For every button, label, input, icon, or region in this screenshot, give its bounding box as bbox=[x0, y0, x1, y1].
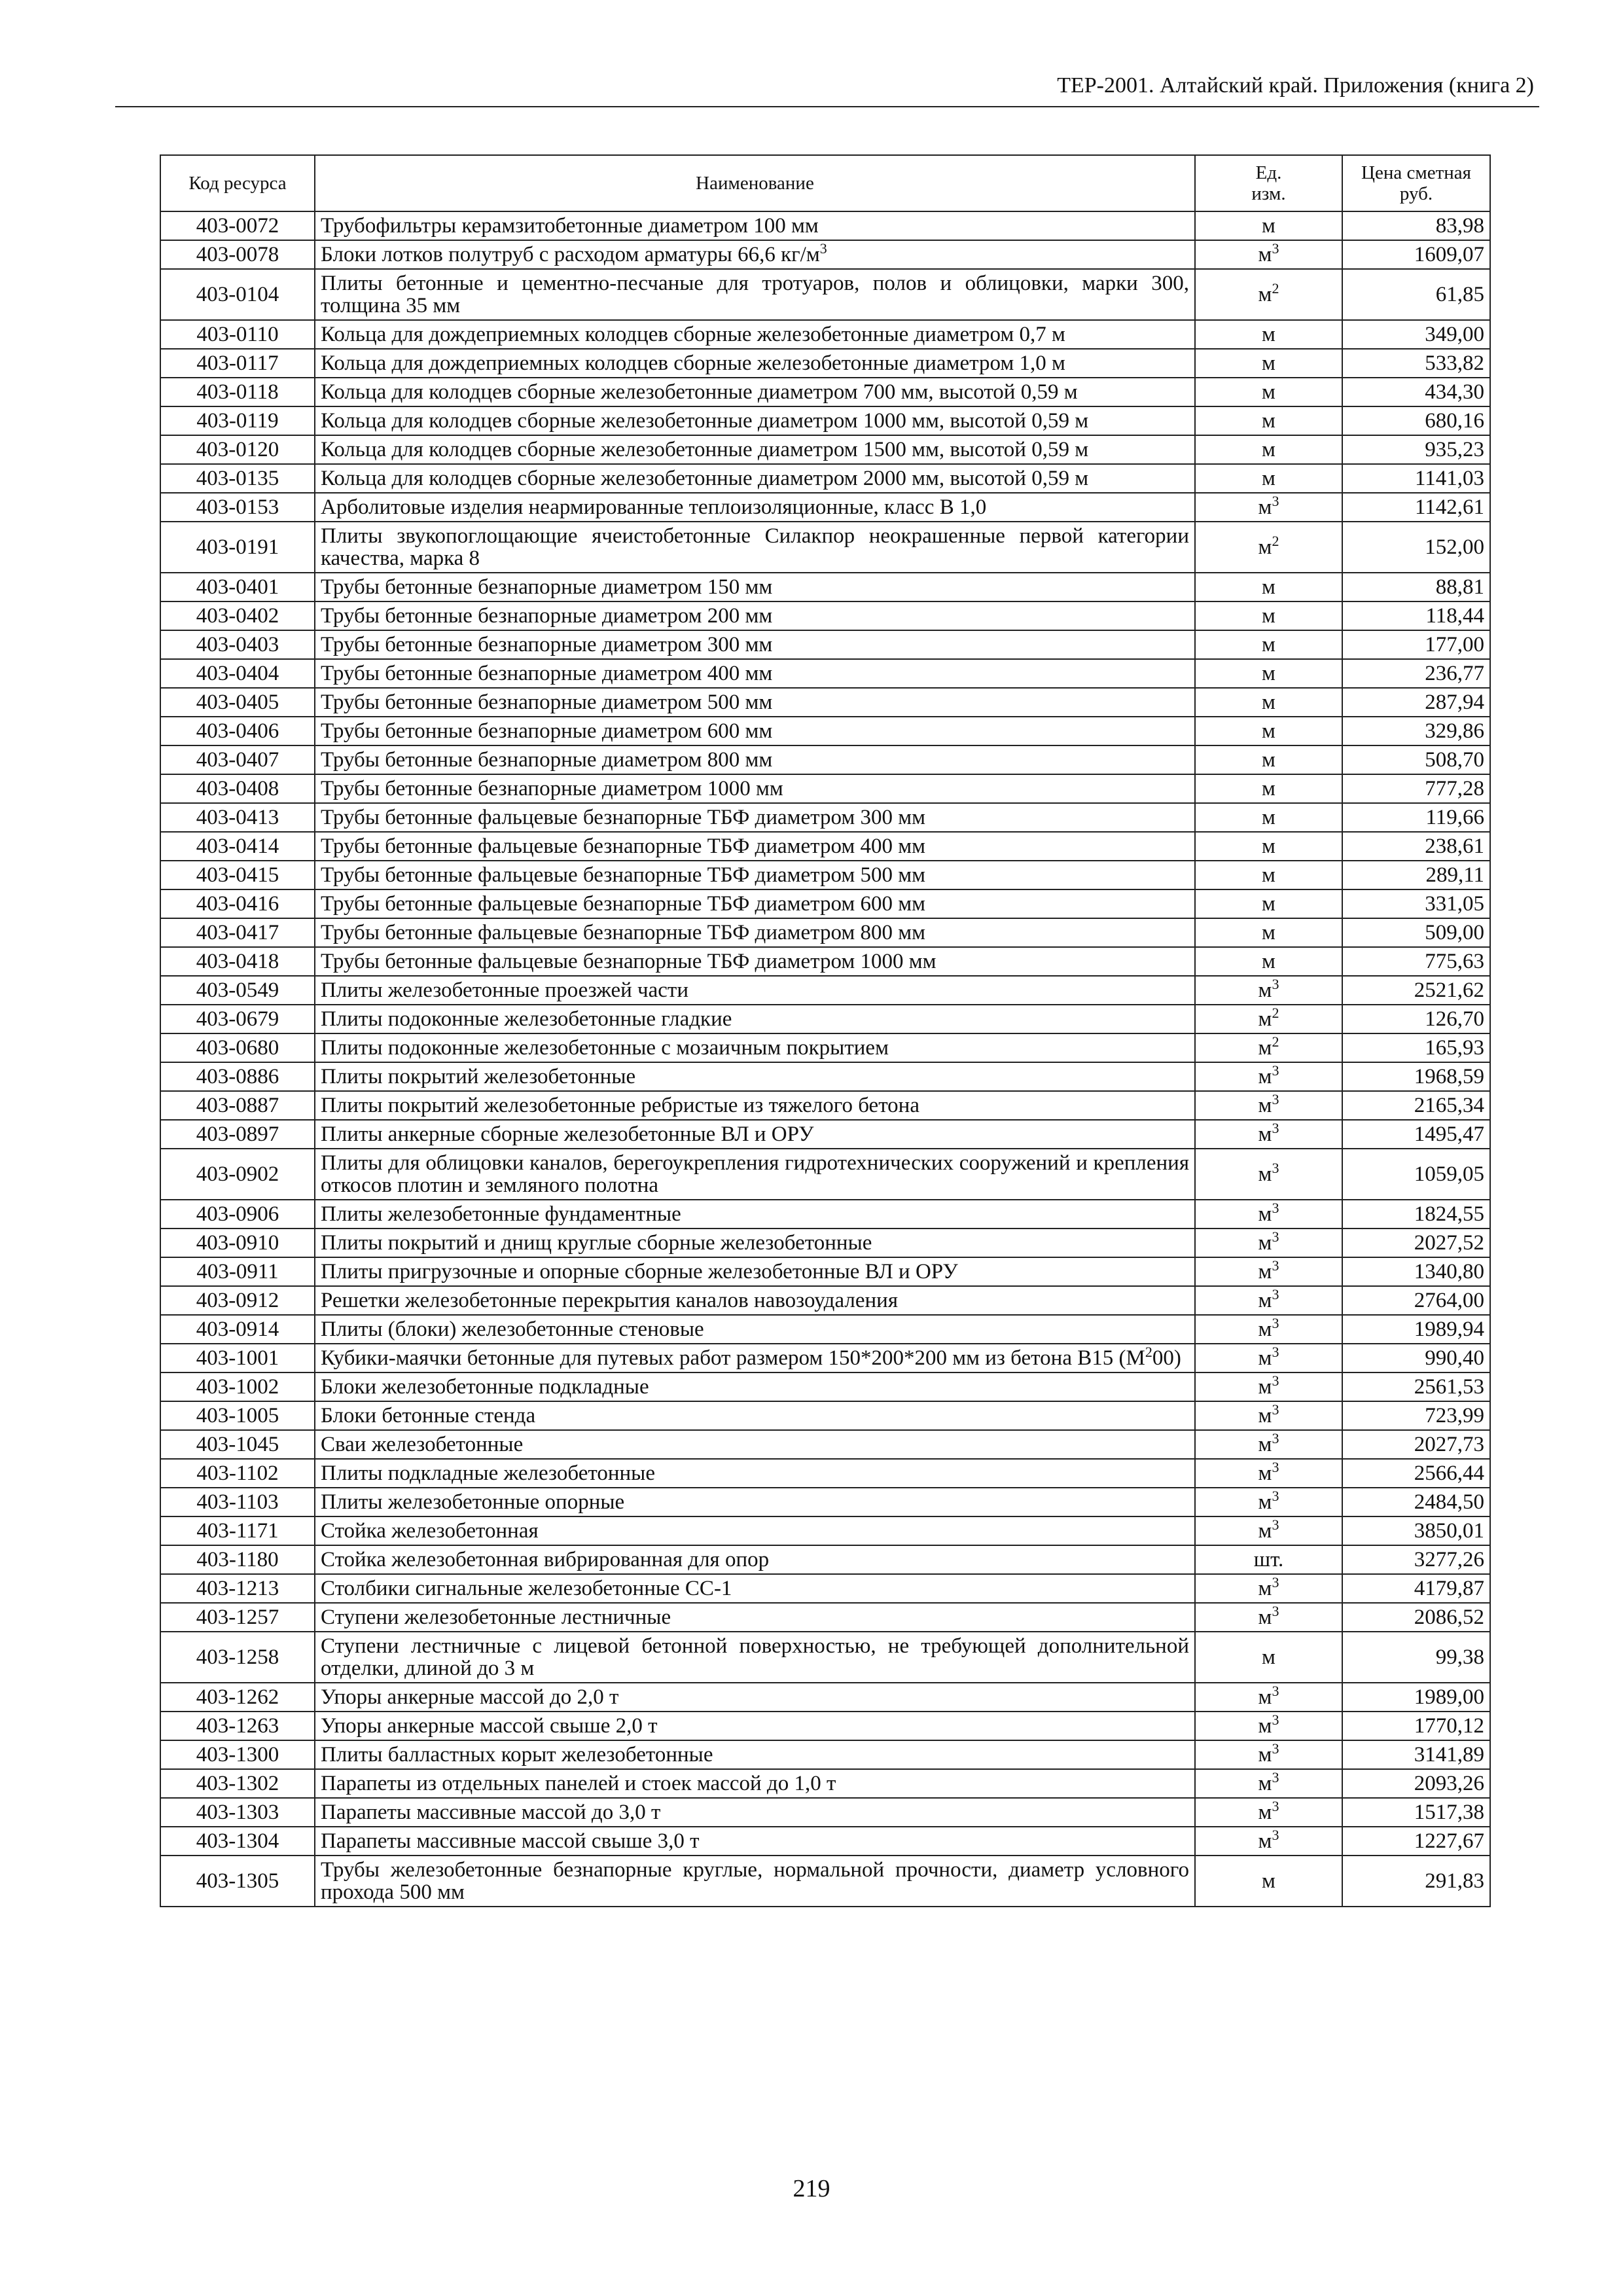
resource-code-cell: 403-1005 bbox=[160, 1401, 315, 1430]
price-cell: 1609,07 bbox=[1342, 240, 1490, 269]
table-row bbox=[160, 659, 1490, 688]
header-title: ТЕР-2001. Алтайский край. Приложения (книга 2) bbox=[1057, 73, 1534, 98]
unit-cell: $м^3$ bbox=[1195, 240, 1342, 269]
unit-cell: $м^3$ bbox=[1195, 1516, 1342, 1545]
page-number: 219 bbox=[793, 2175, 830, 2202]
table-row bbox=[160, 889, 1490, 918]
resource-name-cell: Плиты балластных корыт железобетонные bbox=[315, 1740, 1195, 1769]
price-cell: 508,70 bbox=[1342, 745, 1490, 774]
resource-code-cell: 403-1002 bbox=[160, 1372, 315, 1401]
resource-name-cell: Плиты пригрузочные и опорные сборные железобетонные ВЛ и ОРУ bbox=[315, 1257, 1195, 1286]
resource-name-cell: Плиты (блоки) железобетонные стеновые bbox=[315, 1315, 1195, 1344]
price-cell: 2165,34 bbox=[1342, 1091, 1490, 1120]
unit-cell: м bbox=[1195, 832, 1342, 861]
unit-cell: $м^3$ bbox=[1195, 976, 1342, 1005]
resource-code-cell: 403-0549 bbox=[160, 976, 315, 1005]
unit-cell: $м^3$ bbox=[1195, 493, 1342, 522]
table-row bbox=[160, 435, 1490, 464]
unit-cell: м bbox=[1195, 947, 1342, 976]
resource-code-cell: 403-0402 bbox=[160, 601, 315, 630]
price-cell: 4179,87 bbox=[1342, 1574, 1490, 1603]
unit-cell: $м^3$ bbox=[1195, 1574, 1342, 1603]
table-row bbox=[160, 976, 1490, 1005]
unit-cell: м bbox=[1195, 803, 1342, 832]
price-cell: 287,94 bbox=[1342, 688, 1490, 717]
price-cell: 2484,50 bbox=[1342, 1488, 1490, 1516]
table-row bbox=[160, 1372, 1490, 1401]
resource-code-cell: 403-0407 bbox=[160, 745, 315, 774]
unit-cell: $м^2$ bbox=[1195, 1005, 1342, 1033]
price-cell: 331,05 bbox=[1342, 889, 1490, 918]
unit-cell: $м^3$ bbox=[1195, 1769, 1342, 1798]
unit-cell: $м^3$ bbox=[1195, 1798, 1342, 1827]
unit-cell: м bbox=[1195, 320, 1342, 349]
unit-cell: шт. bbox=[1195, 1545, 1342, 1574]
resource-name-cell: Трубы бетонные фальцевые безнапорные ТБФ диаметром 500 мм bbox=[315, 861, 1195, 889]
table-row bbox=[160, 1200, 1490, 1229]
resource-name-cell: Плиты анкерные сборные железобетонные ВЛ и ОРУ bbox=[315, 1120, 1195, 1149]
price-cell: 3850,01 bbox=[1342, 1516, 1490, 1545]
resource-name-cell: Плиты железобетонные опорные bbox=[315, 1488, 1195, 1516]
resource-name-cell: Парапеты массивные массой до 3,0 т bbox=[315, 1798, 1195, 1827]
unit-cell: $м^3$ bbox=[1195, 1200, 1342, 1229]
unit-cell: $м^3$ bbox=[1195, 1401, 1342, 1430]
price-cell: 1968,59 bbox=[1342, 1062, 1490, 1091]
price-cell: 61,85 bbox=[1342, 269, 1490, 320]
resource-code-cell: 403-1171 bbox=[160, 1516, 315, 1545]
resource-code-cell: 403-0912 bbox=[160, 1286, 315, 1315]
resource-name-cell: Трубы бетонные фальцевые безнапорные ТБФ диаметром 300 мм bbox=[315, 803, 1195, 832]
resource-code-cell: 403-0414 bbox=[160, 832, 315, 861]
resource-name-cell: Ступени железобетонные лестничные bbox=[315, 1603, 1195, 1632]
price-cell: 2561,53 bbox=[1342, 1372, 1490, 1401]
price-cell: 1770,12 bbox=[1342, 1712, 1490, 1740]
price-cell: 1824,55 bbox=[1342, 1200, 1490, 1229]
resource-name-cell: Плиты покрытий и днищ круглые сборные железобетонные bbox=[315, 1229, 1195, 1257]
column-header-code: Код ресурса bbox=[160, 155, 315, 211]
resource-code-cell: 403-0415 bbox=[160, 861, 315, 889]
unit-cell: м bbox=[1195, 717, 1342, 745]
unit-cell: $м^3$ bbox=[1195, 1712, 1342, 1740]
resource-name-cell: Стойка железобетонная вибрированная для опор bbox=[315, 1545, 1195, 1574]
table-row bbox=[160, 406, 1490, 435]
resource-name-cell: Трубы бетонные безнапорные диаметром 150 мм bbox=[315, 573, 1195, 601]
price-cell: 509,00 bbox=[1342, 918, 1490, 947]
resource-name-cell: Сваи железобетонные bbox=[315, 1430, 1195, 1459]
resource-name-cell: Плиты звукопоглощающие ячеистобетонные Силакпор неокрашенные первой категории качества, марка 8 bbox=[315, 522, 1195, 573]
table-row bbox=[160, 803, 1490, 832]
unit-cell: м bbox=[1195, 774, 1342, 803]
table-row bbox=[160, 1315, 1490, 1344]
resource-code-cell: 403-0408 bbox=[160, 774, 315, 803]
unit-cell: $м^3$ bbox=[1195, 1683, 1342, 1712]
resource-code-cell: 403-0902 bbox=[160, 1149, 315, 1200]
table-row bbox=[160, 861, 1490, 889]
table-row bbox=[160, 1574, 1490, 1603]
table-row bbox=[160, 1459, 1490, 1488]
table-row bbox=[160, 1683, 1490, 1712]
resource-code-cell: 403-0897 bbox=[160, 1120, 315, 1149]
price-cell: 2086,52 bbox=[1342, 1603, 1490, 1632]
resource-name-cell: Ступени лестничные с лицевой бетонной поверхностью, не требующей дополнительной отделки, длиной до 3 м bbox=[315, 1632, 1195, 1683]
table-row bbox=[160, 601, 1490, 630]
table-row bbox=[160, 1229, 1490, 1257]
unit-cell: м bbox=[1195, 918, 1342, 947]
price-cell: 177,00 bbox=[1342, 630, 1490, 659]
unit-cell: м bbox=[1195, 659, 1342, 688]
table-row bbox=[160, 832, 1490, 861]
price-cell: 2093,26 bbox=[1342, 1769, 1490, 1798]
unit-cell: $м^2$ bbox=[1195, 522, 1342, 573]
resource-name-cell: Плиты железобетонные проезжей части bbox=[315, 976, 1195, 1005]
resource-code-cell: 403-1103 bbox=[160, 1488, 315, 1516]
resource-code-cell: 403-0153 bbox=[160, 493, 315, 522]
unit-cell: $м^3$ bbox=[1195, 1344, 1342, 1372]
table-row bbox=[160, 1769, 1490, 1798]
resource-name-cell: Кольца для колодцев сборные железобетонные диаметром 700 мм, высотой 0,59 м bbox=[315, 378, 1195, 406]
table-row bbox=[160, 1033, 1490, 1062]
table-row bbox=[160, 269, 1490, 320]
resource-code-cell: 403-0135 bbox=[160, 464, 315, 493]
resource-code-cell: 403-1001 bbox=[160, 1344, 315, 1372]
resource-code-cell: 403-0110 bbox=[160, 320, 315, 349]
resource-name-cell: Плиты подкладные железобетонные bbox=[315, 1459, 1195, 1488]
price-cell: 680,16 bbox=[1342, 406, 1490, 435]
price-cell: 533,82 bbox=[1342, 349, 1490, 378]
unit-cell: м bbox=[1195, 406, 1342, 435]
unit-cell: м bbox=[1195, 601, 1342, 630]
resource-code-cell: 403-1303 bbox=[160, 1798, 315, 1827]
price-cell: 236,77 bbox=[1342, 659, 1490, 688]
resource-name-cell: Блоки железобетонные подкладные bbox=[315, 1372, 1195, 1401]
resource-name-cell: Плиты подоконные железобетонные гладкие bbox=[315, 1005, 1195, 1033]
price-cell: 238,61 bbox=[1342, 832, 1490, 861]
unit-cell: $м^3$ bbox=[1195, 1740, 1342, 1769]
resource-name-cell: Кольца для колодцев сборные железобетонные диаметром 2000 мм, высотой 0,59 м bbox=[315, 464, 1195, 493]
resource-name-cell: Блоки лотков полутруб с расходом арматуры 66,6 $кг/м^3$ bbox=[315, 240, 1195, 269]
table-row bbox=[160, 1740, 1490, 1769]
resource-name-cell: Трубы бетонные фальцевые безнапорные ТБФ диаметром 800 мм bbox=[315, 918, 1195, 947]
resource-code-cell: 403-0679 bbox=[160, 1005, 315, 1033]
resource-code-cell: 403-0906 bbox=[160, 1200, 315, 1229]
table-row bbox=[160, 1344, 1490, 1372]
unit-cell: м bbox=[1195, 1632, 1342, 1683]
table-row bbox=[160, 1257, 1490, 1286]
resource-name-cell: Трубы бетонные безнапорные диаметром 600 мм bbox=[315, 717, 1195, 745]
table-row bbox=[160, 1827, 1490, 1856]
table-row bbox=[160, 1149, 1490, 1200]
price-cell: 1495,47 bbox=[1342, 1120, 1490, 1149]
table-row bbox=[160, 1091, 1490, 1120]
table-row bbox=[160, 211, 1490, 240]
table-row bbox=[160, 1401, 1490, 1430]
unit-cell: $м^2$ bbox=[1195, 269, 1342, 320]
price-cell: 3277,26 bbox=[1342, 1545, 1490, 1574]
unit-cell: $м^3$ bbox=[1195, 1120, 1342, 1149]
resource-code-cell: 403-1302 bbox=[160, 1769, 315, 1798]
unit-cell: м bbox=[1195, 630, 1342, 659]
resource-name-cell: Плиты бетонные и цементно-песчаные для тротуаров, полов и облицовки, марки 300, толщина 35 мм bbox=[315, 269, 1195, 320]
resource-code-cell: 403-1102 bbox=[160, 1459, 315, 1488]
price-cell: 2764,00 bbox=[1342, 1286, 1490, 1315]
resource-name-cell: Парапеты массивные массой свыше 3,0 т bbox=[315, 1827, 1195, 1856]
price-cell: 152,00 bbox=[1342, 522, 1490, 573]
price-cell: 990,40 bbox=[1342, 1344, 1490, 1372]
unit-cell: м bbox=[1195, 889, 1342, 918]
resource-name-cell: Плиты покрытий железобетонные bbox=[315, 1062, 1195, 1091]
resource-code-cell: 403-1045 bbox=[160, 1430, 315, 1459]
resource-name-cell: Трубы бетонные фальцевые безнапорные ТБФ диаметром 600 мм bbox=[315, 889, 1195, 918]
table-row bbox=[160, 320, 1490, 349]
resource-code-cell: 403-0401 bbox=[160, 573, 315, 601]
table-row bbox=[160, 1120, 1490, 1149]
unit-cell: $м^3$ bbox=[1195, 1315, 1342, 1344]
unit-cell: $м^3$ bbox=[1195, 1091, 1342, 1120]
unit-cell: $м^3$ bbox=[1195, 1149, 1342, 1200]
column-header-unit: Ед. изм. bbox=[1195, 155, 1342, 211]
table-row bbox=[160, 349, 1490, 378]
unit-cell: $м^2$ bbox=[1195, 1033, 1342, 1062]
resource-name-cell: Столбики сигнальные железобетонные СС-1 bbox=[315, 1574, 1195, 1603]
unit-cell: м bbox=[1195, 211, 1342, 240]
resource-code-cell: 403-1304 bbox=[160, 1827, 315, 1856]
resource-code-cell: 403-1262 bbox=[160, 1683, 315, 1712]
resource-name-cell: Трубы железобетонные безнапорные круглые, нормальной прочности, диаметр условного прохода 500 мм bbox=[315, 1856, 1195, 1907]
column-header-name: Наименование bbox=[315, 155, 1195, 211]
table-row bbox=[160, 573, 1490, 601]
unit-cell: $м^3$ bbox=[1195, 1603, 1342, 1632]
table-row bbox=[160, 464, 1490, 493]
resource-name-cell: Трубы бетонные безнапорные диаметром 800 мм bbox=[315, 745, 1195, 774]
resource-code-cell: 403-0413 bbox=[160, 803, 315, 832]
resource-code-cell: 403-1258 bbox=[160, 1632, 315, 1683]
resource-code-cell: 403-0910 bbox=[160, 1229, 315, 1257]
table-row bbox=[160, 947, 1490, 976]
resource-code-cell: 403-0403 bbox=[160, 630, 315, 659]
table-row bbox=[160, 774, 1490, 803]
table-row bbox=[160, 522, 1490, 573]
table-row bbox=[160, 1798, 1490, 1827]
unit-cell: м bbox=[1195, 861, 1342, 889]
resource-name-cell: Кольца для колодцев сборные железобетонные диаметром 1000 мм, высотой 0,59 м bbox=[315, 406, 1195, 435]
resource-name-cell: Упоры анкерные массой свыше 2,0 т bbox=[315, 1712, 1195, 1740]
resource-code-cell: 403-0405 bbox=[160, 688, 315, 717]
resource-code-cell: 403-0404 bbox=[160, 659, 315, 688]
resource-name-cell: Кольца для дождеприемных колодцев сборные железобетонные диаметром 1,0 м bbox=[315, 349, 1195, 378]
table-row bbox=[160, 1545, 1490, 1574]
price-cell: 88,81 bbox=[1342, 573, 1490, 601]
table-row bbox=[160, 1488, 1490, 1516]
resource-code-cell: 403-1180 bbox=[160, 1545, 315, 1574]
table-row bbox=[160, 1856, 1490, 1907]
price-cell: 1517,38 bbox=[1342, 1798, 1490, 1827]
resource-name-cell: Стойка железобетонная bbox=[315, 1516, 1195, 1545]
resource-code-cell: 403-0191 bbox=[160, 522, 315, 573]
resource-code-cell: 403-0120 bbox=[160, 435, 315, 464]
price-cell: 349,00 bbox=[1342, 320, 1490, 349]
table-row bbox=[160, 918, 1490, 947]
table-row bbox=[160, 1603, 1490, 1632]
resource-code-cell: 403-0117 bbox=[160, 349, 315, 378]
price-cell: 83,98 bbox=[1342, 211, 1490, 240]
unit-cell: $м^3$ bbox=[1195, 1430, 1342, 1459]
resource-name-cell: Плиты железобетонные фундаментные bbox=[315, 1200, 1195, 1229]
price-cell: 723,99 bbox=[1342, 1401, 1490, 1430]
price-cell: 775,63 bbox=[1342, 947, 1490, 976]
unit-cell: м bbox=[1195, 464, 1342, 493]
resource-name-cell: Парапеты из отдельных панелей и стоек массой до 1,0 т bbox=[315, 1769, 1195, 1798]
price-cell: 291,83 bbox=[1342, 1856, 1490, 1907]
unit-cell: $м^3$ bbox=[1195, 1827, 1342, 1856]
unit-cell: м bbox=[1195, 1856, 1342, 1907]
price-cell: 3141,89 bbox=[1342, 1740, 1490, 1769]
resource-name-cell: Трубы бетонные фальцевые безнапорные ТБФ диаметром 400 мм bbox=[315, 832, 1195, 861]
table-row bbox=[160, 1632, 1490, 1683]
unit-cell: $м^3$ bbox=[1195, 1257, 1342, 1286]
resource-name-cell: Трубофильтры керамзитобетонные диаметром 100 мм bbox=[315, 211, 1195, 240]
price-cell: 935,23 bbox=[1342, 435, 1490, 464]
table-row bbox=[160, 493, 1490, 522]
resource-code-cell: 403-1257 bbox=[160, 1603, 315, 1632]
unit-cell: м bbox=[1195, 435, 1342, 464]
resource-name-cell: Упоры анкерные массой до 2,0 т bbox=[315, 1683, 1195, 1712]
resource-code-cell: 403-0914 bbox=[160, 1315, 315, 1344]
price-cell: 119,66 bbox=[1342, 803, 1490, 832]
price-cell: 434,30 bbox=[1342, 378, 1490, 406]
resource-name-cell: Кубики-маячки бетонные для путевых работ размером 150*200*200 мм из бетона В15 $(М^200)$ bbox=[315, 1344, 1195, 1372]
price-cell: 289,11 bbox=[1342, 861, 1490, 889]
price-cell: 165,93 bbox=[1342, 1033, 1490, 1062]
unit-cell: м bbox=[1195, 688, 1342, 717]
resource-code-cell: 403-0887 bbox=[160, 1091, 315, 1120]
price-cell: 1142,61 bbox=[1342, 493, 1490, 522]
resource-code-cell: 403-0416 bbox=[160, 889, 315, 918]
price-cell: 2027,73 bbox=[1342, 1430, 1490, 1459]
table-row bbox=[160, 1062, 1490, 1091]
price-cell: 1989,00 bbox=[1342, 1683, 1490, 1712]
resource-name-cell: Кольца для колодцев сборные железобетонные диаметром 1500 мм, высотой 0,59 м bbox=[315, 435, 1195, 464]
resource-code-cell: 403-0406 bbox=[160, 717, 315, 745]
resource-name-cell: Кольца для дождеприемных колодцев сборные железобетонные диаметром 0,7 м bbox=[315, 320, 1195, 349]
resource-name-cell: Трубы бетонные безнапорные диаметром 500 мм bbox=[315, 688, 1195, 717]
resource-code-cell: 403-0078 bbox=[160, 240, 315, 269]
page-header bbox=[115, 72, 1539, 107]
unit-cell: м bbox=[1195, 349, 1342, 378]
resource-code-cell: 403-0680 bbox=[160, 1033, 315, 1062]
unit-cell: $м^3$ bbox=[1195, 1488, 1342, 1516]
price-cell: 1340,80 bbox=[1342, 1257, 1490, 1286]
price-cell: 1141,03 bbox=[1342, 464, 1490, 493]
price-table bbox=[160, 154, 1491, 1907]
resource-code-cell: 403-0417 bbox=[160, 918, 315, 947]
unit-cell: м bbox=[1195, 378, 1342, 406]
resource-code-cell: 403-0104 bbox=[160, 269, 315, 320]
price-cell: 777,28 bbox=[1342, 774, 1490, 803]
price-cell: 1227,67 bbox=[1342, 1827, 1490, 1856]
table-row bbox=[160, 240, 1490, 269]
resource-name-cell: Плиты подоконные железобетонные с мозаичным покрытием bbox=[315, 1033, 1195, 1062]
column-header-price: Цена сметная руб. bbox=[1342, 155, 1490, 211]
table-row bbox=[160, 1712, 1490, 1740]
resource-name-cell: Плиты для облицовки каналов, берегоукрепления гидротехнических сооружений и крепления откосов плотин и земляного полотна bbox=[315, 1149, 1195, 1200]
unit-cell: м bbox=[1195, 745, 1342, 774]
table-row bbox=[160, 378, 1490, 406]
unit-cell: $м^3$ bbox=[1195, 1062, 1342, 1091]
price-cell: 2027,52 bbox=[1342, 1229, 1490, 1257]
resource-name-cell: Трубы бетонные безнапорные диаметром 200 мм bbox=[315, 601, 1195, 630]
resource-name-cell: Решетки железобетонные перекрытия каналов навозоудаления bbox=[315, 1286, 1195, 1315]
resource-name-cell: Трубы бетонные фальцевые безнапорные ТБФ диаметром 1000 мм bbox=[315, 947, 1195, 976]
table-row bbox=[160, 1286, 1490, 1315]
price-cell: 99,38 bbox=[1342, 1632, 1490, 1683]
table-row bbox=[160, 1005, 1490, 1033]
table-header-row bbox=[160, 155, 1490, 211]
price-cell: 2521,62 bbox=[1342, 976, 1490, 1005]
unit-cell: $м^3$ bbox=[1195, 1372, 1342, 1401]
unit-cell: $м^3$ bbox=[1195, 1459, 1342, 1488]
resource-code-cell: 403-1263 bbox=[160, 1712, 315, 1740]
table-row bbox=[160, 1430, 1490, 1459]
resource-code-cell: 403-1213 bbox=[160, 1574, 315, 1603]
price-cell: 1989,94 bbox=[1342, 1315, 1490, 1344]
resource-name-cell: Трубы бетонные безнапорные диаметром 400 мм bbox=[315, 659, 1195, 688]
table-row bbox=[160, 745, 1490, 774]
resource-name-cell: Трубы бетонные безнапорные диаметром 300 мм bbox=[315, 630, 1195, 659]
price-cell: 1059,05 bbox=[1342, 1149, 1490, 1200]
resource-name-cell: Арболитовые изделия неармированные теплоизоляционные, класс В 1,0 bbox=[315, 493, 1195, 522]
resource-name-cell: Трубы бетонные безнапорные диаметром 1000 мм bbox=[315, 774, 1195, 803]
resource-code-cell: 403-0911 bbox=[160, 1257, 315, 1286]
resource-name-cell: Блоки бетонные стенда bbox=[315, 1401, 1195, 1430]
table-row bbox=[160, 717, 1490, 745]
resource-code-cell: 403-1305 bbox=[160, 1856, 315, 1907]
unit-cell: $м^3$ bbox=[1195, 1229, 1342, 1257]
resource-code-cell: 403-0886 bbox=[160, 1062, 315, 1091]
price-cell: 126,70 bbox=[1342, 1005, 1490, 1033]
unit-cell: м bbox=[1195, 573, 1342, 601]
resource-code-cell: 403-0118 bbox=[160, 378, 315, 406]
table-row bbox=[160, 630, 1490, 659]
resource-code-cell: 403-0418 bbox=[160, 947, 315, 976]
price-cell: 2566,44 bbox=[1342, 1459, 1490, 1488]
table-row bbox=[160, 1516, 1490, 1545]
resource-name-cell: Плиты покрытий железобетонные ребристые из тяжелого бетона bbox=[315, 1091, 1195, 1120]
resource-code-cell: 403-0119 bbox=[160, 406, 315, 435]
table-row bbox=[160, 688, 1490, 717]
price-cell: 329,86 bbox=[1342, 717, 1490, 745]
resource-code-cell: 403-1300 bbox=[160, 1740, 315, 1769]
price-cell: 118,44 bbox=[1342, 601, 1490, 630]
unit-cell: $м^3$ bbox=[1195, 1286, 1342, 1315]
resource-code-cell: 403-0072 bbox=[160, 211, 315, 240]
